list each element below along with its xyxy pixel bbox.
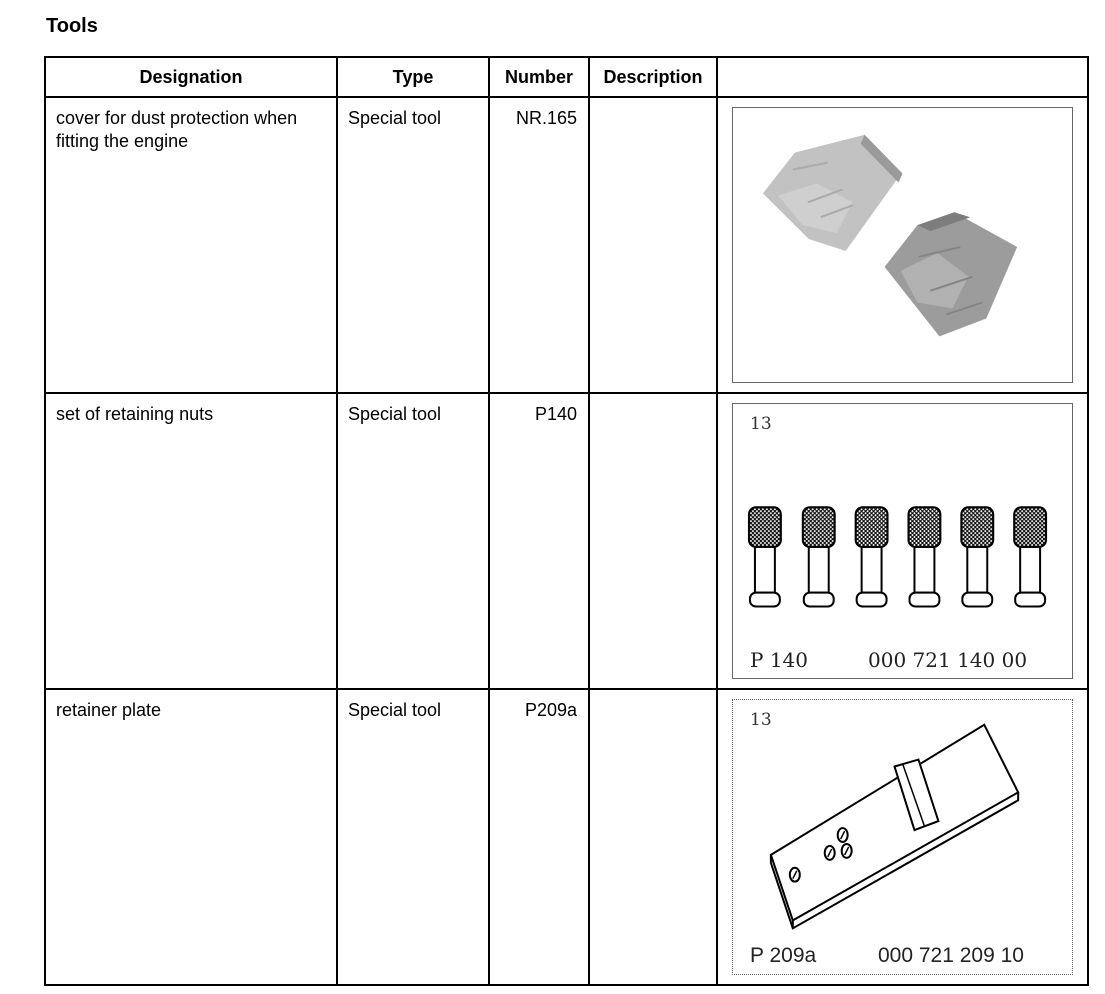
cell-image <box>717 689 1088 985</box>
cell-designation: set of retaining nuts <box>45 393 337 689</box>
table-row <box>45 689 1088 985</box>
cell-number: P140 <box>489 393 589 689</box>
illustration-part-number: P 209a <box>750 944 817 967</box>
cell-designation: cover for dust protection when fitting the engine <box>45 97 337 393</box>
cell-image <box>717 97 1088 393</box>
cell-description <box>589 689 717 985</box>
table-header-row <box>45 57 1088 97</box>
tool-illustration-dust-cover <box>732 107 1073 383</box>
header-type: Type <box>337 57 489 97</box>
cell-description <box>589 393 717 689</box>
table-row <box>45 393 1088 689</box>
illustration-label: 13 <box>750 414 772 434</box>
cell-description <box>589 97 717 393</box>
cell-type: Special tool <box>337 393 489 689</box>
tools-table <box>44 56 1089 986</box>
tool-illustration-retaining-nuts <box>732 403 1073 679</box>
header-number: Number <box>489 57 589 97</box>
page-title: Tools <box>46 15 98 37</box>
table-row <box>45 97 1088 393</box>
tool-illustration-retainer-plate <box>732 699 1073 975</box>
illustration-order-number: 000 721 140 00 <box>868 648 1028 672</box>
header-designation: Designation <box>45 57 337 97</box>
illustration-label: 13 <box>750 710 772 730</box>
cell-number: NR.165 <box>489 97 589 393</box>
illustration-part-number: P 140 <box>750 648 808 672</box>
header-description: Description <box>589 57 717 97</box>
cell-designation: retainer plate <box>45 689 337 985</box>
cell-type: Special tool <box>337 97 489 393</box>
header-image <box>717 57 1088 97</box>
illustration-order-number: 000 721 209 10 <box>878 944 1024 967</box>
cell-number: P209a <box>489 689 589 985</box>
cell-type: Special tool <box>337 689 489 985</box>
cell-image <box>717 393 1088 689</box>
